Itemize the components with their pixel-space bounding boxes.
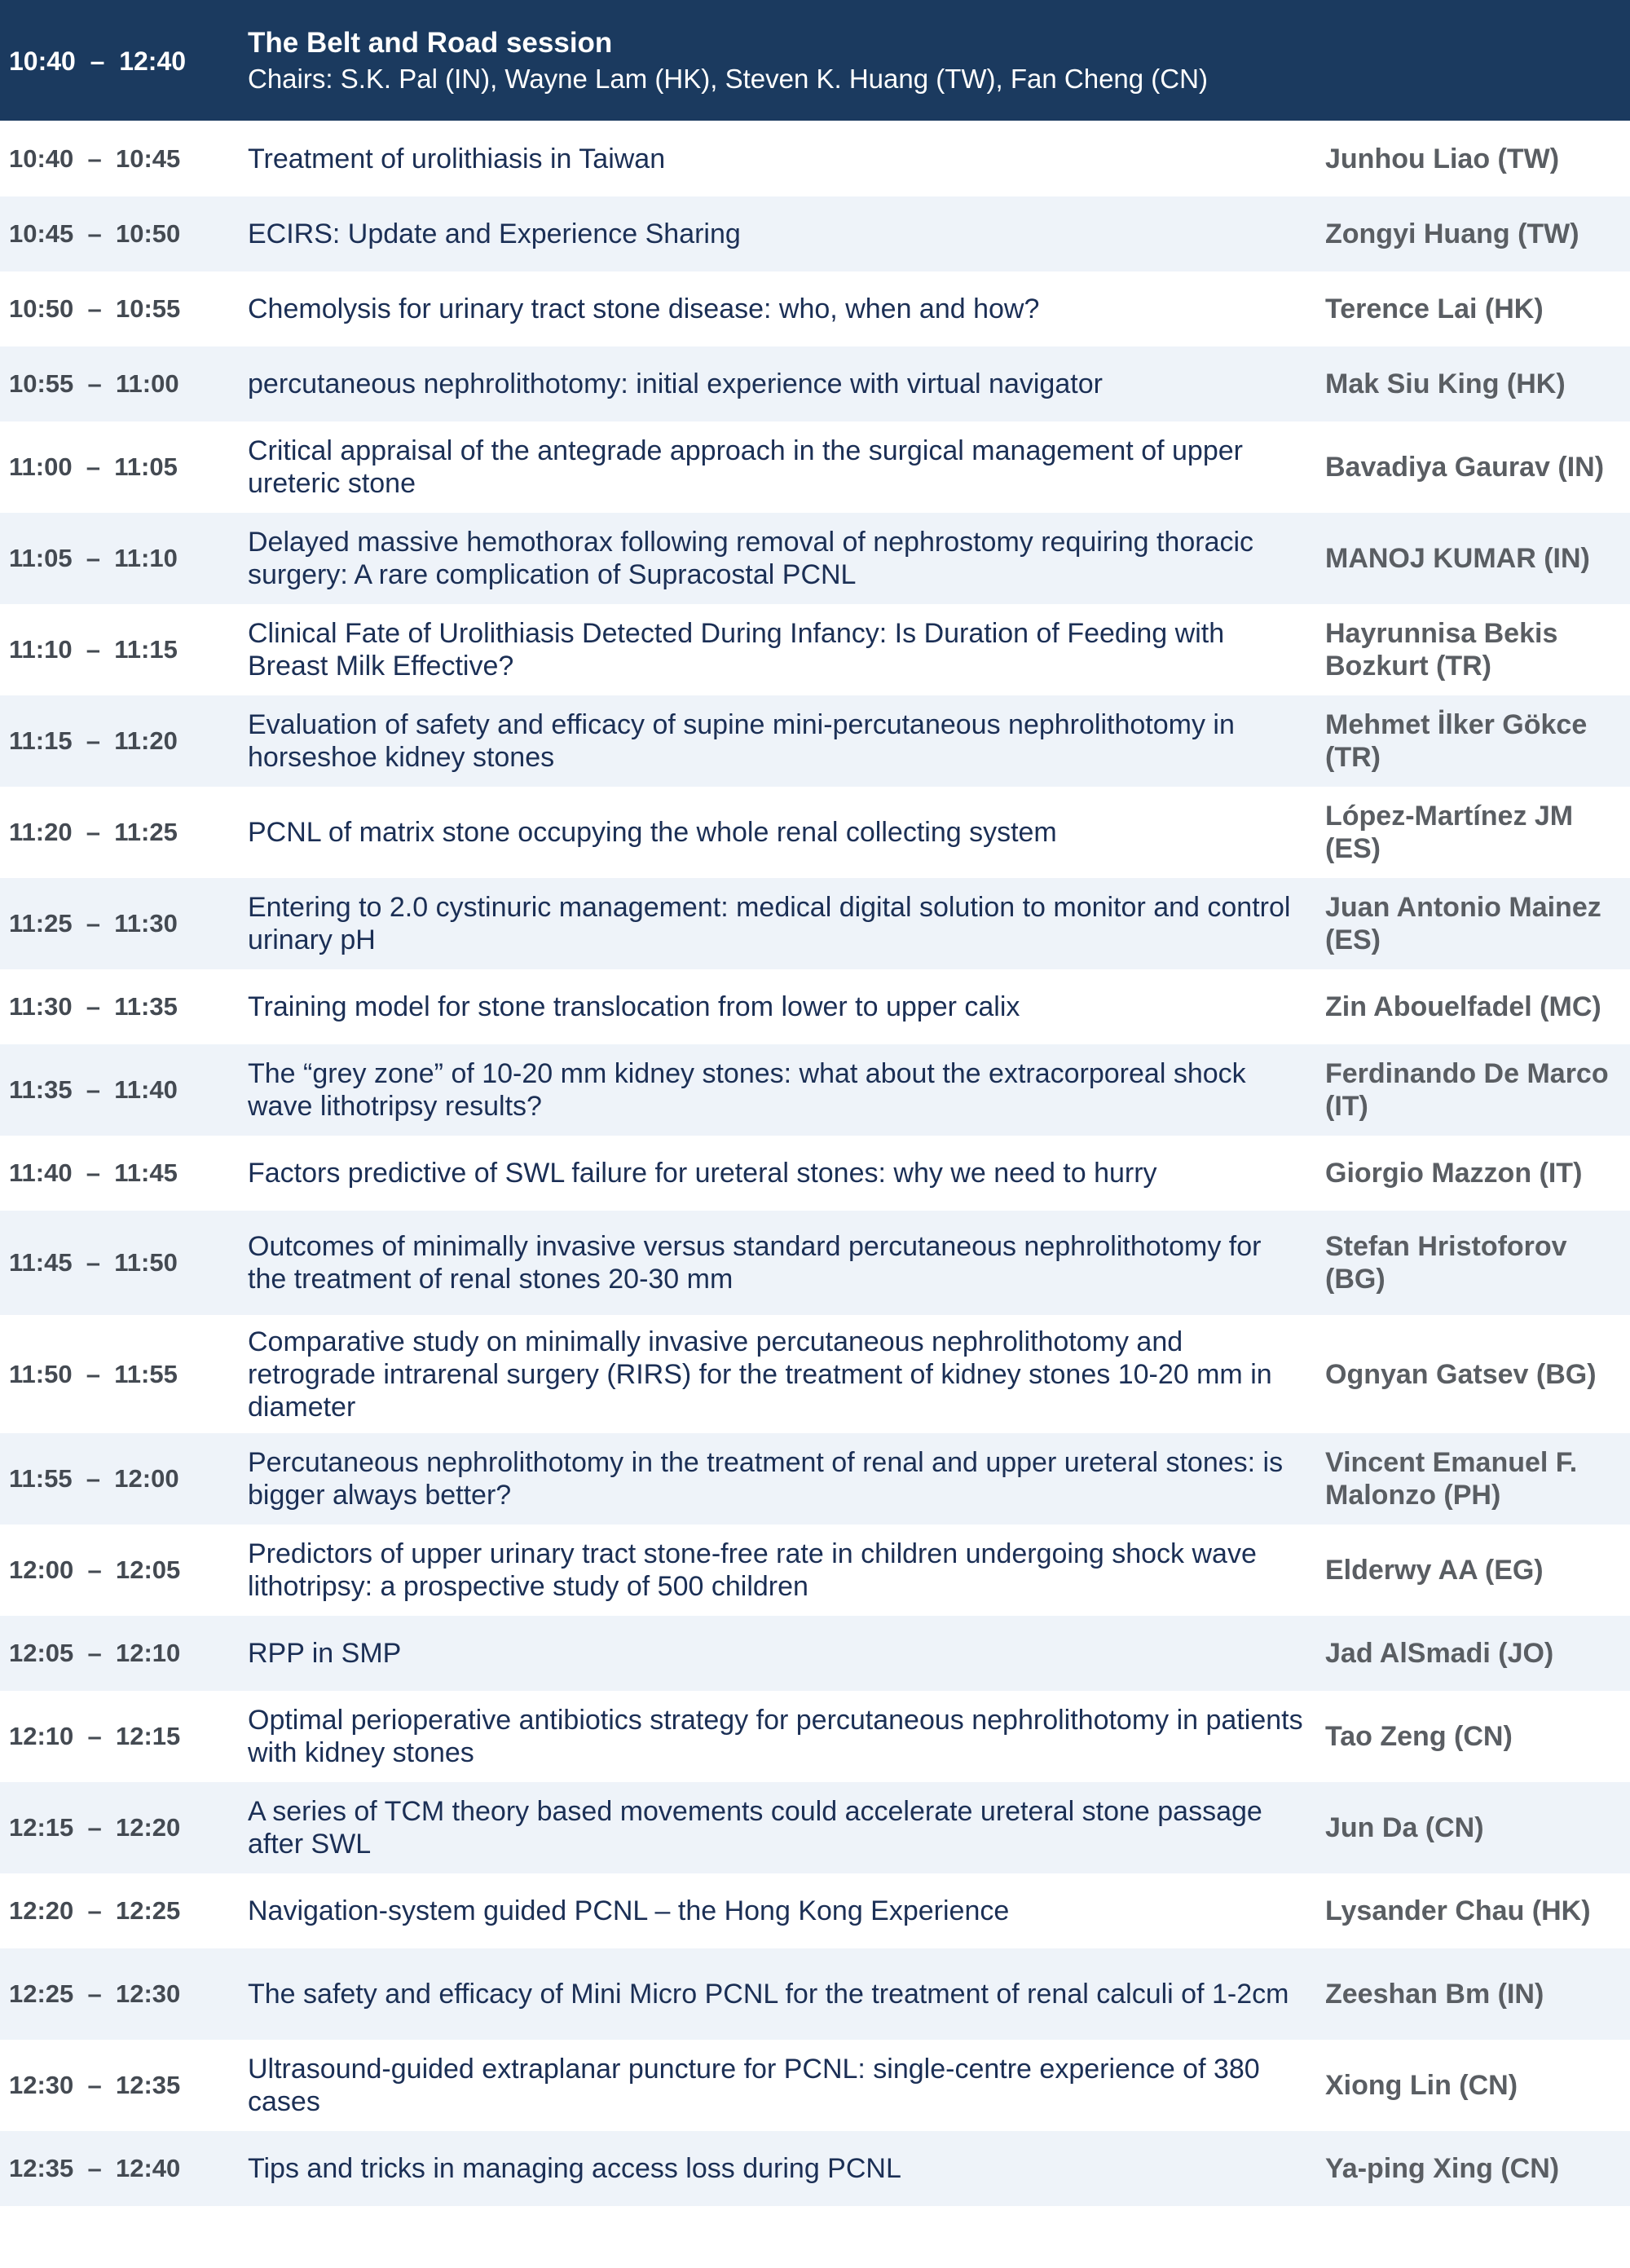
- row-talk-title: percutaneous nephrolithotomy: initial experience with virtual navigator: [248, 368, 1103, 399]
- table-row: [0, 2131, 1630, 2206]
- table-row: [0, 969, 1630, 1044]
- table-row: [0, 1948, 1630, 2040]
- row-talk-title: Training model for stone translocation from lower to upper calix: [248, 991, 1020, 1022]
- row-talk-title: Chemolysis for urinary tract stone disease: who, when and how?: [248, 293, 1040, 324]
- table-row: [0, 421, 1630, 513]
- table-row: [0, 271, 1630, 346]
- row-talk-title: Outcomes of minimally invasive versus standard percutaneous nephrolithotomy for the treatment of renal stones 20-30 mm: [248, 1231, 1262, 1295]
- row-time: 11:50 – 11:55: [9, 1359, 178, 1388]
- table-row: [0, 1616, 1630, 1691]
- row-time: 12:20 – 12:25: [9, 1896, 181, 1925]
- table-row: [0, 787, 1630, 878]
- row-talk-title: Entering to 2.0 cystinuric management: medical digital solution to monitor and control urinary pH: [248, 892, 1291, 955]
- session-time: 10:40 – 12:40: [9, 46, 187, 76]
- row-speaker: Zin Abouelfadel (MC): [1325, 991, 1601, 1022]
- row-talk-title: Predictors of upper urinary tract stone-free rate in children undergoing shock wave lithotripsy: a prospective study of 500 children: [248, 1538, 1257, 1602]
- table-row: [0, 346, 1630, 421]
- row-speaker: Mehmet İlker Gökce (TR): [1325, 709, 1588, 773]
- row-time: 10:50 – 10:55: [9, 294, 181, 323]
- row-speaker: Zeeshan Bm (IN): [1325, 1979, 1544, 2010]
- row-speaker: Xiong Lin (CN): [1325, 2070, 1518, 2101]
- row-time: 11:15 – 11:20: [9, 726, 178, 755]
- row-time: 12:35 – 12:40: [9, 2154, 181, 2182]
- row-speaker: Jad AlSmadi (JO): [1325, 1638, 1554, 1669]
- table-row: [0, 2040, 1630, 2131]
- row-time: 12:15 – 12:20: [9, 1813, 181, 1842]
- row-talk-title: Evaluation of safety and efficacy of supine mini-percutaneous nephrolithotomy in horseshoe kidney stones: [248, 709, 1235, 773]
- session-chairs: Chairs: S.K. Pal (IN), Wayne Lam (HK), Steven K. Huang (TW), Fan Cheng (CN): [248, 64, 1208, 94]
- row-time: 12:05 – 12:10: [9, 1639, 181, 1667]
- row-talk-title: Percutaneous nephrolithotomy in the treatment of renal and upper ureteral stones: is bigger always better?: [248, 1447, 1284, 1511]
- table-row: [0, 1211, 1630, 1315]
- row-talk-title: Clinical Fate of Urolithiasis Detected During Infancy: Is Duration of Feeding with Breast Milk Effective?: [248, 618, 1225, 682]
- row-time: 11:25 – 11:30: [9, 909, 178, 938]
- row-talk-title: PCNL of matrix stone occupying the whole renal collecting system: [248, 817, 1057, 848]
- row-time: 12:25 – 12:30: [9, 1979, 181, 2008]
- table-row: [0, 1136, 1630, 1211]
- row-speaker: Terence Lai (HK): [1325, 293, 1544, 324]
- row-speaker: Tao Zeng (CN): [1325, 1721, 1513, 1752]
- row-talk-title: Optimal perioperative antibiotics strategy for percutaneous nephrolithotomy in patients with kidney stones: [248, 1705, 1303, 1768]
- row-time: 12:00 – 12:05: [9, 1555, 181, 1584]
- table-row: [0, 121, 1630, 196]
- row-time: 11:05 – 11:10: [9, 544, 178, 572]
- row-talk-title: A series of TCM theory based movements could accelerate ureteral stone passage after SWL: [248, 1796, 1262, 1860]
- table-row: [0, 513, 1630, 604]
- table-row: [0, 1315, 1630, 1433]
- table-row: [0, 1044, 1630, 1136]
- row-time: 11:55 – 12:00: [9, 1464, 179, 1493]
- table-row: [0, 604, 1630, 695]
- row-talk-title: Delayed massive hemothorax following removal of nephrostomy requiring thoracic surgery: A rare complication of Supracostal PCNL: [248, 527, 1254, 590]
- session-title: The Belt and Road session: [248, 27, 613, 59]
- row-time: 11:20 – 11:25: [9, 818, 178, 846]
- row-speaker: Stefan Hristoforov (BG): [1325, 1231, 1567, 1295]
- row-time: 10:45 – 10:50: [9, 219, 181, 248]
- row-time: 10:55 – 11:00: [9, 369, 179, 398]
- row-talk-title: Ultrasound-guided extraplanar puncture for PCNL: single-centre experience of 380 cases: [248, 2054, 1260, 2117]
- session-header: [0, 0, 1630, 121]
- table-row: [0, 1433, 1630, 1525]
- row-talk-title: ECIRS: Update and Experience Sharing: [248, 218, 741, 249]
- row-speaker: Hayrunnisa Bekis Bozkurt (TR): [1325, 618, 1558, 682]
- row-speaker: Giorgio Mazzon (IT): [1325, 1158, 1583, 1189]
- row-talk-title: Factors predictive of SWL failure for ureteral stones: why we need to hurry: [248, 1158, 1157, 1189]
- row-speaker: Junhou Liao (TW): [1325, 143, 1560, 174]
- row-speaker: Ya-ping Xing (CN): [1325, 2153, 1560, 2184]
- row-time: 11:35 – 11:40: [9, 1075, 178, 1104]
- row-speaker: Elderwy AA (EG): [1325, 1555, 1544, 1586]
- row-time: 10:40 – 10:45: [9, 144, 181, 173]
- row-speaker: Bavadiya Gaurav (IN): [1325, 452, 1605, 483]
- row-talk-title: Treatment of urolithiasis in Taiwan: [248, 143, 666, 174]
- row-time: 12:30 – 12:35: [9, 2071, 181, 2099]
- table-row: [0, 1782, 1630, 1873]
- table-row: [0, 878, 1630, 969]
- row-speaker: Vincent Emanuel F. Malonzo (PH): [1325, 1447, 1578, 1511]
- row-talk-title: Comparative study on minimally invasive percutaneous nephrolithotomy and retrograde intrarenal surgery (RIRS) for the treatment of kidney stones 10-20 mm in diameter: [248, 1326, 1272, 1423]
- row-speaker: Mak Siu King (HK): [1325, 368, 1566, 399]
- row-speaker: Lysander Chau (HK): [1325, 1895, 1591, 1926]
- table-row: [0, 1873, 1630, 1948]
- row-time: 11:40 – 11:45: [9, 1158, 178, 1187]
- row-time: 12:10 – 12:15: [9, 1722, 181, 1750]
- row-talk-title: Critical appraisal of the antegrade approach in the surgical management of upper ureteric stone: [248, 435, 1243, 499]
- row-talk-title: The safety and efficacy of Mini Micro PCNL for the treatment of renal calculi of 1-2cm: [248, 1979, 1289, 2010]
- row-speaker: Ferdinando De Marco (IT): [1325, 1058, 1609, 1122]
- row-speaker: Jun Da (CN): [1325, 1812, 1484, 1843]
- row-speaker: López-Martínez JM (ES): [1325, 801, 1574, 864]
- row-talk-title: The “grey zone” of 10-20 mm kidney stones: what about the extracorporeal shock wave lithotripsy results?: [248, 1058, 1246, 1122]
- row-speaker: MANOJ KUMAR (IN): [1325, 543, 1590, 574]
- row-speaker: Juan Antonio Mainez (ES): [1325, 892, 1601, 955]
- row-talk-title: Navigation-system guided PCNL – the Hong Kong Experience: [248, 1895, 1010, 1926]
- table-row: [0, 1525, 1630, 1616]
- row-time: 11:45 – 11:50: [9, 1248, 178, 1277]
- row-time: 11:00 – 11:05: [9, 452, 178, 481]
- row-time: 11:30 – 11:35: [9, 992, 178, 1021]
- row-speaker: Ognyan Gatsev (BG): [1325, 1358, 1597, 1390]
- row-talk-title: RPP in SMP: [248, 1638, 402, 1669]
- row-speaker: Zongyi Huang (TW): [1325, 218, 1579, 249]
- row-talk-title: Tips and tricks in managing access loss during PCNL: [248, 2153, 901, 2184]
- row-time: 11:10 – 11:15: [9, 635, 178, 664]
- table-row: [0, 196, 1630, 271]
- table-row: [0, 1691, 1630, 1782]
- table-row: [0, 695, 1630, 787]
